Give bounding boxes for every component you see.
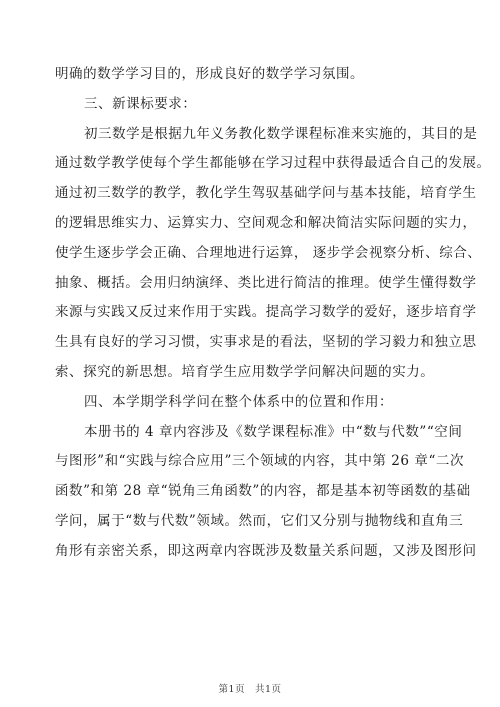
body-line: 本册书的 4 章内容涉及《数学课程标准》中“数与代数”“空间 <box>84 423 463 440</box>
body-line: 明确的数学学习目的，形成良好的数学学习氛围。 <box>55 66 365 82</box>
body-line: 学问，属于“数与代数”领域。然而，它们又分别与抛物线和直角三 <box>55 512 464 529</box>
body-line: 索、探究的新思想。培育学生应用数学学问解决问题的实力。 <box>55 363 435 380</box>
body-line: 函数”和第 28 章“锐角三角函数”的内容，都是基本初等函数的基础 <box>55 483 471 500</box>
body-line: 通过数学教学使每个学生都能够在学习过程中获得最适合自己的发展。 <box>55 155 491 172</box>
document-body <box>55 60 491 567</box>
body-line: 通过初三数学的教学，教化学生驾驭基础学问与基本技能，培育学生 <box>55 185 477 202</box>
section-heading: 三、新课标要求： <box>84 95 197 112</box>
body-line: 抽象、概括。会用归纳演绎、类比进行简洁的推理。使学生懂得数学 <box>55 274 477 291</box>
page-footer: 第1页 共1页 <box>218 684 282 695</box>
body-line: 初三数学是根据九年义务教化数学课程标准来实施的，其目的是 <box>84 125 478 142</box>
body-line: 与图形”和“实践与综合应用”三个领域的内容，其中第 26 章“二次 <box>55 453 465 470</box>
body-line: 角形有亲密关系，即这两章内容既涉及数量关系问题，又涉及图形问 <box>55 542 477 559</box>
section-heading: 四、本学期学科学问在整个体系中的位置和作用： <box>84 393 394 410</box>
body-line: 使学生逐步学会正确、合理地进行运算， 逐步学会视察分析、综合、 <box>55 244 482 261</box>
body-line: 生具有良好的学习习惯，实事求是的看法，坚韧的学习毅力和独立思 <box>55 334 477 351</box>
body-line: 来源与实践又反过来作用于实践。提高学习数学的爱好，逐步培育学 <box>55 304 477 321</box>
body-line: 的逻辑思维实力、运算实力、空间观念和解决简洁实际问题的实力， <box>55 214 477 231</box>
